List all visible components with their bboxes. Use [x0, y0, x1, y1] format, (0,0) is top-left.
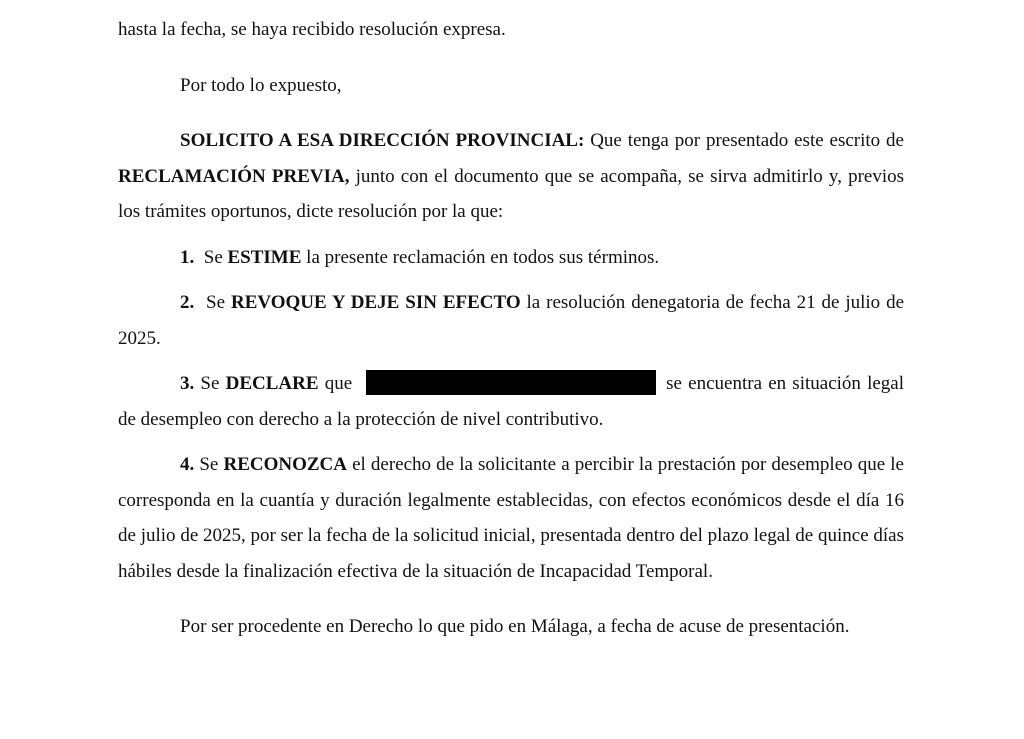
item-number: 2. [180, 292, 195, 313]
request-item-1 [118, 240, 904, 276]
paragraph-resolution-note: hasta la fecha, se haya recibido resolución expresa. [118, 19, 506, 40]
item-text-after: se encuentra en situación legal de desempleo con derecho a la protección de nivel contributivo. [118, 373, 905, 430]
item-pre: Se [194, 246, 228, 268]
item-keyword: RECONOZCA [223, 454, 347, 475]
paragraph-por-todo: Por todo lo expuesto, [180, 74, 342, 96]
item-text: la presente reclamación en todos sus términos. [301, 246, 660, 268]
paragraph-closing: Por ser procedente en Derecho lo que pido en Málaga, a fecha de acuse de presentación. [180, 616, 850, 637]
document-page [118, 0, 904, 645]
request-item-3 [118, 366, 904, 437]
request-item-4 [118, 447, 904, 589]
item-number: 3. [180, 373, 195, 394]
solicito-text-1: Que tenga por presentado este escrito de [584, 130, 904, 151]
item-text-before: que [318, 373, 353, 394]
item-keyword: DECLARE [225, 373, 319, 394]
item-text: el derecho de la solicitante a percibir la prestación por desempleo que le corresponda en la cuantía y duración legalmente establecidas, con efectos económicos desde el día 16 de julio de 2025, por ser la fecha de la solicitud inicial, presentada dentro del plazo legal de quince días hábiles desde la finalización efectiva de la situación de Incapacidad Temporal. [118, 454, 904, 582]
solicito-text-2: junto con el documento que se acompaña, se sirva admitirlo y, previos los trámites oportunos, dicte resolución por la que: [118, 165, 904, 222]
item-keyword: ESTIME [227, 246, 302, 268]
item-keyword: REVOQUE Y DEJE SIN EFECTO [230, 292, 521, 313]
item-text: la resolución denegatoria de fecha 21 de julio de 2025. [118, 292, 904, 349]
solicito-heading: SOLICITO A ESA DIRECCIÓN PROVINCIAL: [180, 130, 585, 151]
item-number: 4. [180, 454, 195, 475]
redaction-bar [366, 370, 656, 395]
item-pre: Se [194, 454, 224, 475]
request-item-2 [118, 285, 904, 356]
paragraph-solicito [118, 123, 904, 230]
item-number: 1. [180, 246, 195, 268]
reclamacion-previa-label: RECLAMACIÓN PREVIA, [118, 165, 350, 187]
item-pre: Se [194, 292, 231, 313]
item-pre: Se [194, 373, 226, 394]
